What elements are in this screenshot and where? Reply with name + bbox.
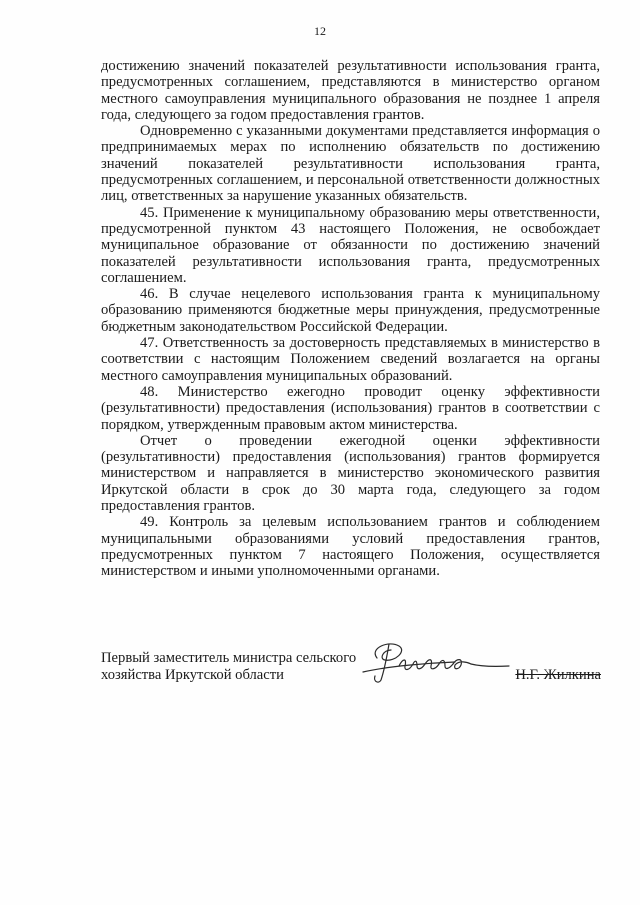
page-number: 12 xyxy=(314,24,326,38)
signatory-name: Н.Г. Жилкина xyxy=(515,667,601,683)
paragraph-additional-information: Одновременно с указанными документами представляется информация о предпринимаемых мерах по исполнению обязательств по достижению значений показателей результативности использования гранта, предусмотренных соглашением, и персональной ответственности должностных лиц, ответственных за нарушение указанных обязательств. xyxy=(101,123,600,205)
paragraph-48: 48. Министерство ежегодно проводит оценку эффективности (результативности) предоставления (использования) грантов в соответствии с порядком, утвержденным правовым актом министерства. xyxy=(101,383,600,433)
paragraph-46: 46. В случае нецелевого использования гранта к муниципальному образованию применяются бюджетные меры принуждения, предусмотренные бюджетным законодательством Российской Федерации. xyxy=(101,286,600,335)
paragraph-continuation: достижению значений показателей результативности использования гранта, предусмотренных соглашением, представляются в министерство органом местного самоуправления муниципального образования не позднее 1 апреля года, следующего за годом предоставления грантов. xyxy=(101,58,600,123)
paragraph-47: 47. Ответственность за достоверность представляемых в министерство в соответствии с настоящим Положением сведений возлагается на органы местного самоуправления муниципальных образований. xyxy=(101,335,600,384)
paragraph-45: 45. Применение к муниципальному образованию меры ответственности, предусмотренной пунктом 43 настоящего Положения, не освобождает муниципальное образование от обязанности по достижению значений показателей результативности использования гранта, предусмотренных соглашением. xyxy=(101,204,600,286)
signature-block xyxy=(101,650,601,690)
signatory-position: Первый заместитель министра сельского хозяйства Иркутской области xyxy=(101,650,357,683)
paragraph-report: Отчет о проведении ежегодной оценки эффективности (результативности) предоставления (использования) грантов формируется министерством и направляется в министерство экономического развития Иркутской области в срок до 30 марта года, следующего за годом предоставления грантов. xyxy=(101,432,600,515)
handwritten-signature xyxy=(359,636,519,688)
document-body xyxy=(101,58,600,580)
paragraph-49: 49. Контроль за целевым использованием грантов и соблюдением муниципальными образованиями условий предоставления грантов, предусмотренных пунктом 7 настоящего Положения, осуществляется министерством и иными уполномоченными органами. xyxy=(101,514,600,580)
